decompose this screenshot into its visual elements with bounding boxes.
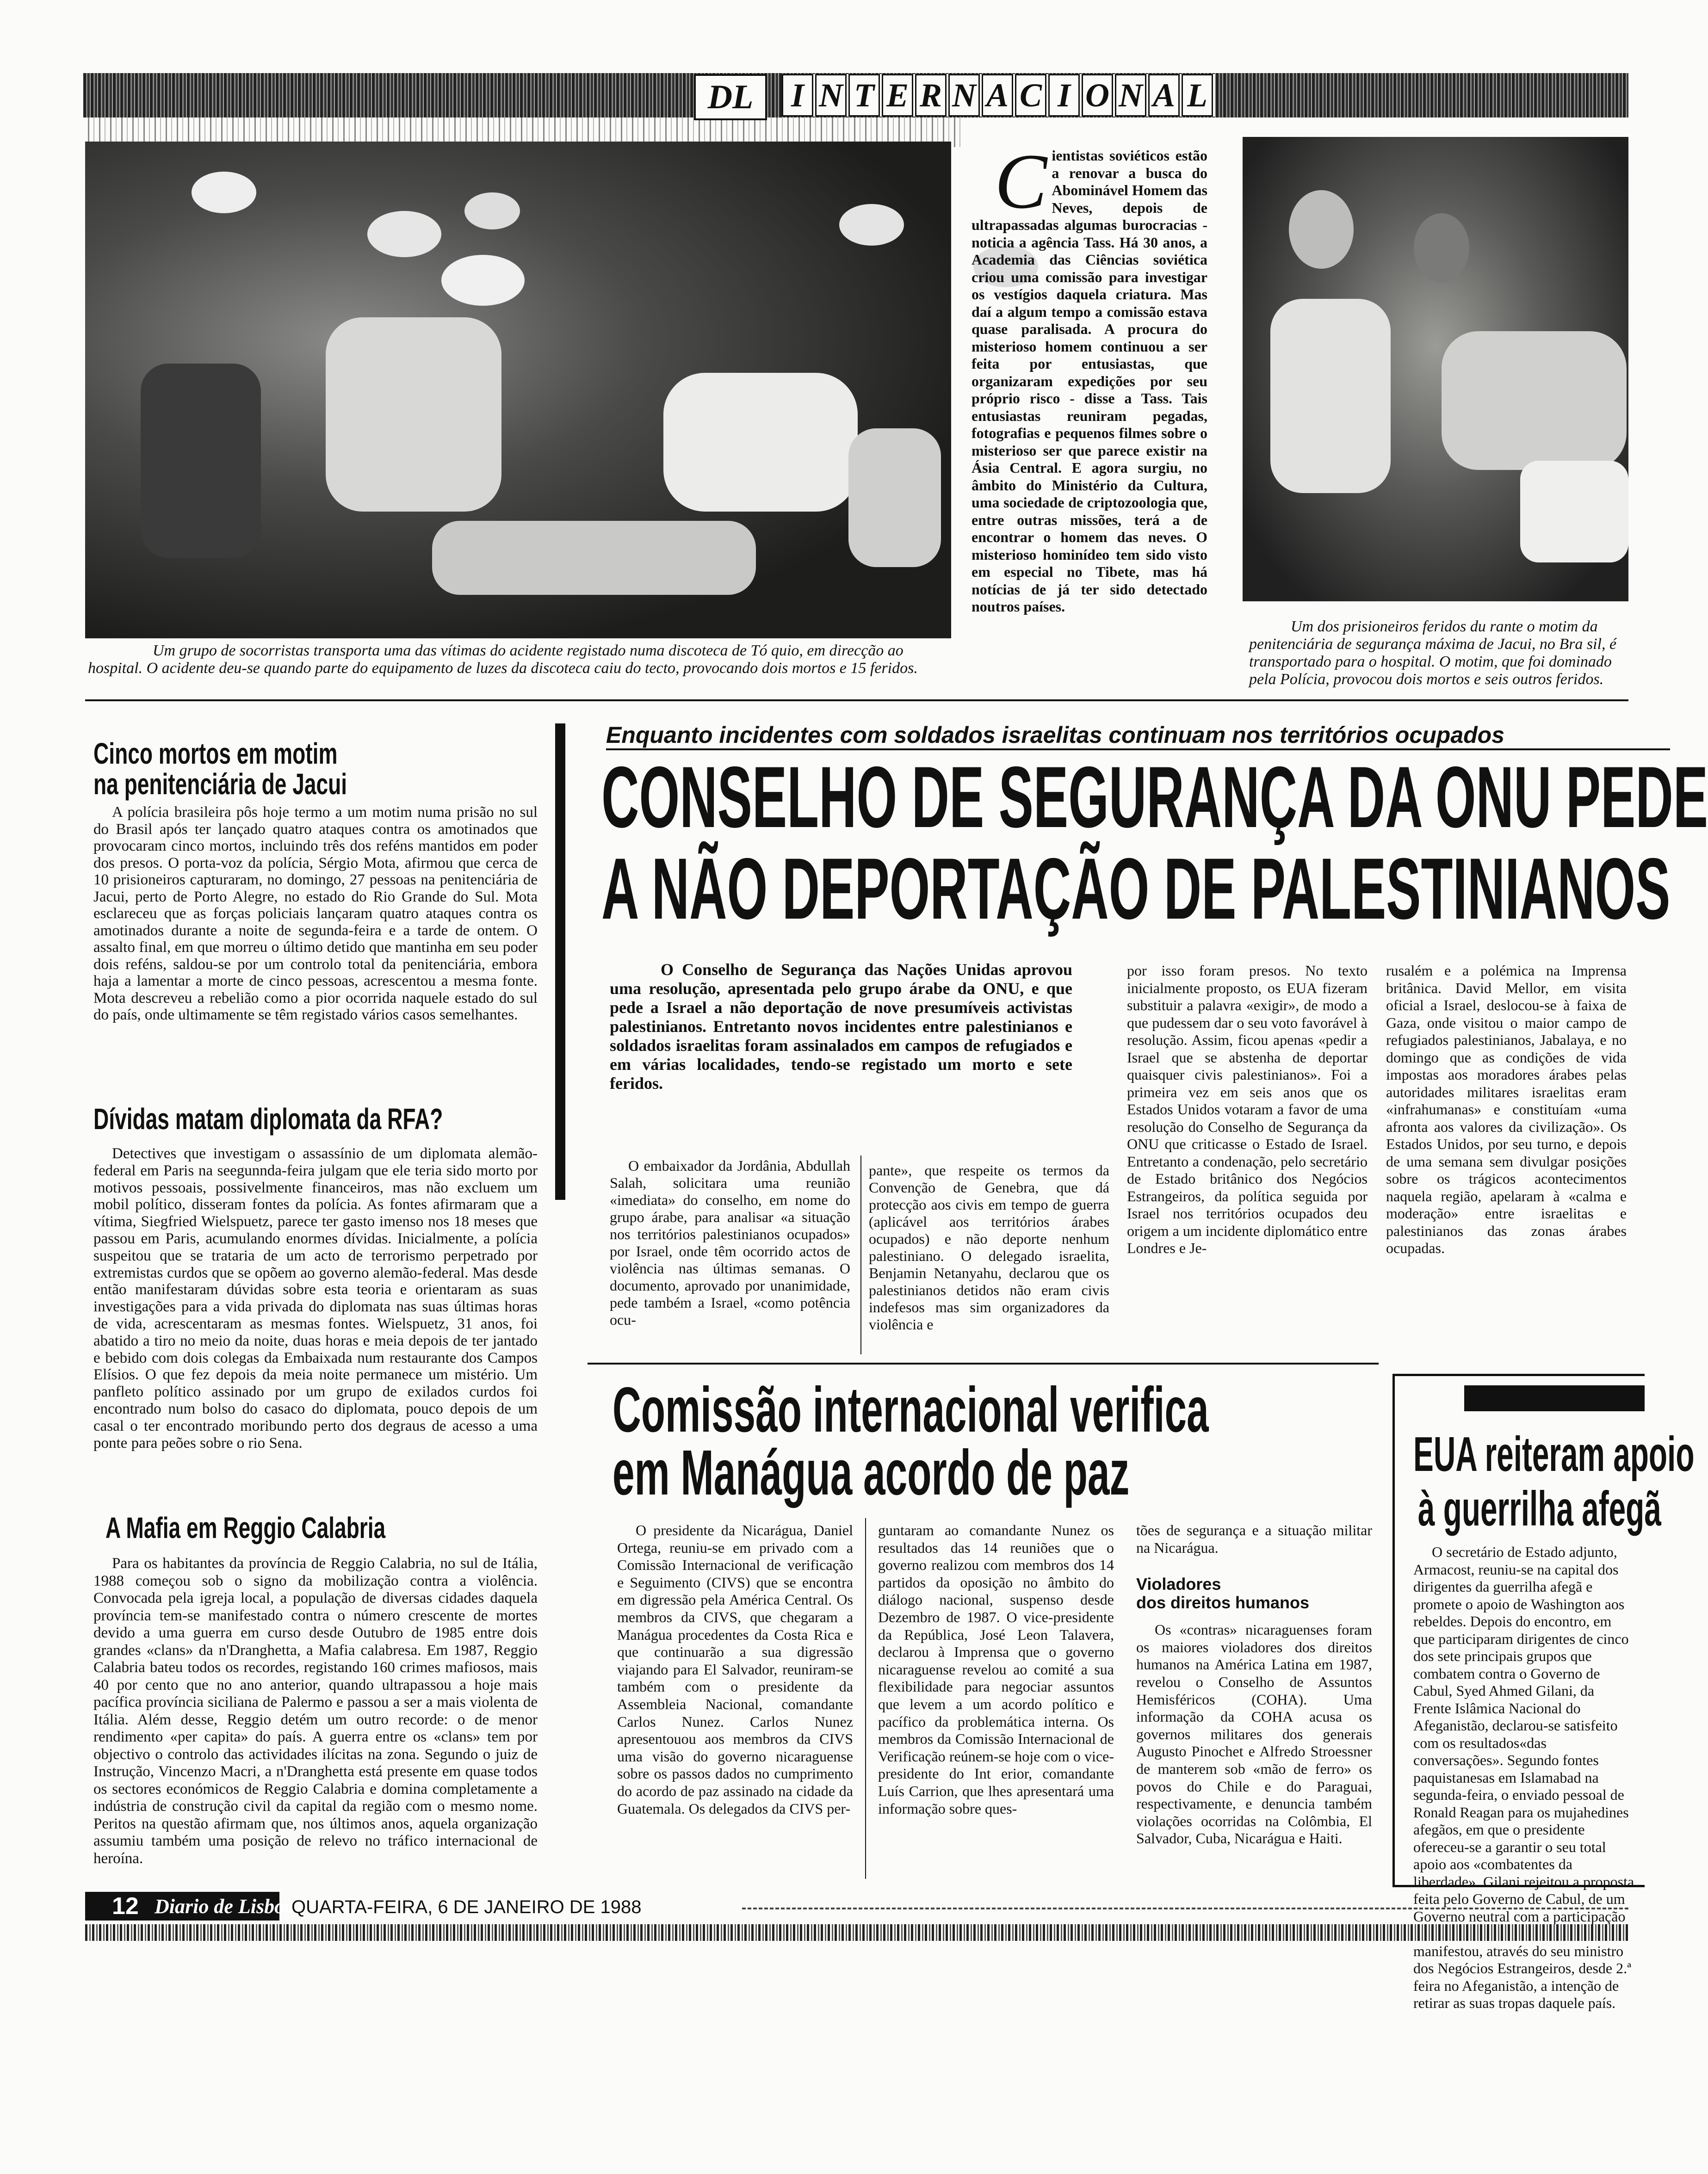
onu-col-b: pante», que respeite os termos da Convenção de Genebra, que dá protecção aos civis em tempo de guerra (aplicável aos territórios árabes ocupados) e não deporte nenhum palestiniano. O delegado israelita, Benjamin Netanyahu, declarou que os palestinianos detidos não eram civis indefesos mas sim organizadores da violência e: [869, 1162, 1109, 1333]
eua-body: O secretário de Estado adjunto, Armacost, reuniu-se na capital dos dirigentes da guerrilha afegã e promete o apoio de Washington aos rebeldes. Depois do encontro, em que participaram dirigentes de cinco dos sete principais grupos que combatem contra o Governo de Cabul, Syed Ahmed Gilani, da Frente Islâmica Nacional do Afeganistão, declarou-se satisfeito com os resultados«das conversações». Segundo fontes paquistanesas em Islamabad na segunda-feira, o enviado pessoal de Ronald Reagan para os mujahedines afegãos, em que o presidente ofereceu-se a garantir o seu total apoio aos «combatentes da liberdade». Gilani rejeitou a proposta feita pelo Governo de Cabul, de um Governo neutral com a participação manifestou, através do seu ministro dos Negócios Estrangeiros, desde 2.ª feira no Afeganistão, a intenção de retirar as suas tropas daquele país.: [1413, 1544, 1634, 2011]
photo-right-caption: Um dos prisioneiros feridos du rante o motim da penitenciária de segurança máxima de Jacui, no Bra sil, é transportado para o hospital. O motim, que foi dominado pela Polícia, provocou dois mortos e seis outros feridos.: [1249, 618, 1617, 688]
photo-left-caption: Um grupo de socorristas transporta uma das vítimas do acidente registado numa discoteca de Tó quio, em direcção ao hospital. O acidente deu-se quando parte do equipamento de luzes da discoteca caiu do tecto, provocando dois mortos e 15 feridos.: [88, 642, 918, 677]
section-letter: R: [915, 74, 947, 117]
section-letter: N: [1115, 74, 1146, 117]
section-letter: L: [1182, 74, 1213, 117]
section-letter: N: [948, 74, 980, 117]
onu-kicker: Enquanto incidentes com soldados israelitas continuam nos territórios ocupados: [606, 722, 1670, 750]
photo-jacui-prisoner: [1243, 137, 1628, 601]
dropcap: C: [995, 138, 1047, 225]
photo-illustration: [85, 142, 951, 638]
onu-col-d: rusalém e a polémica na Imprensa britânica. David Mellor, em visita oficial a Israel, deslocou-se à faixa de Gaza, onde visitou o maior campo de refugiados palestinianos, Jabalaya, e no domingo que as condições de vida impostas aos moradores árabes pelas autoridades militares israelitas eram «infrahumanas» e constituíam «uma afronta aos valores da civilização». Os Estados Unidos, por seu turno, e depois de uma semana sem divulgar posições sobre os trágicos acontecimentos naquela região, apelaram à «calma e moderação» entre israelitas e palestinianos das zonas árabes ocupadas.: [1386, 962, 1627, 1256]
footer: [85, 1892, 1628, 1938]
footer-barcode-strip: [85, 1924, 1628, 1941]
managua-headline: Comissão internacional verifica em Manágua acordo de paz: [613, 1374, 1209, 1508]
footer-dashed-rule: [742, 1908, 1628, 1909]
section-letter: T: [848, 74, 880, 117]
section-title: [782, 74, 1215, 117]
managua-col-c: Os «contras» nicaraguenses foram os maiores violadores dos direitos humanos na América Latina em 1987, revelou o Conselho de Assuntos Hemisféricos (COHA). Uma informação da COHA acusa os governos militares dos generais Augusto Pinochet e Alfredo Stroessner de manterem sob «mão de ferro» os povos do Chile e do Paraguai, respectivamente, e denuncia também violações ocorridas na Colômbia, El Salvador, Cuba, Nicarágua e Haiti.: [1136, 1621, 1372, 1847]
section-letter: A: [982, 74, 1013, 117]
managua-col-c-wrap: [1136, 1522, 1372, 1847]
mafia-body: Para os habitantes da província de Reggio Calabria, no sul de Itália, 1988 começou sob o signo da mobilização contra a violência. Convocada pela igreja local, a população de diversas cidades daquela província tem-se manifestado contra o número crescente de mortes devido a uma guerra em curso desde Outubro de 1985 entre dois grandes «clans» da n'Dranghetta, a Mafia calabresa. Em 1987, Reggio Calabria bateu todos os recordes, registando 160 crimes mafiosos, mais 40 por cento que no ano anterior, quando ultrapassou a hoje mais pacífica província siciliana de Palermo e passou a ser a mais violenta de Itália. Além desse, Reggio detém um outro recorde: o de menor rendimento «per capita» do país. A guerra entre os «clans» tem por objectivo o controlo das actividades ilícitas na zona. Segundo o juiz de Instrução, Vincenzo Macri, a n'Dranghetta está presente em quase todos os sectores económicos de Reggio Calabria e domina completamente a indústria de construção civil da capital da região com o mesmo nome. Peritos na questão afirmam que, nos últimos anos, aquela organização assumiu também uma posição de relevo no tráfico internacional de heroína.: [93, 1555, 538, 1867]
managua-col-c-top: tões de segurança e a situação militar na Nicarágua.: [1136, 1522, 1372, 1556]
eua-black-bar: [1464, 1385, 1645, 1411]
page-number-box: [85, 1892, 295, 1921]
date-line: QUARTA-FEIRA, 6 DE JANEIRO DE 1988: [291, 1897, 642, 1917]
rfa-headline: Dívidas matam diplomata da RFA?: [93, 1102, 443, 1136]
yeti-body: ientistas soviéticos estão a renovar a busca do Abominável Homem das Neves, depois de ultrapassadas algumas burocracias - noticia a agência Tass. Há 30 anos, a Academia das Ciências soviética criou uma comissão para investigar os vestígios daquela criatura. Mas daí a algum tempo a comissão estava quase paralisada. A procura do misterioso homem continuou a ser feita por entusiastas, que organizaram expedições por seu próprio risco - disse a Tass. Tais entusiastas reuniram pegadas, fotografias e pequenos filmes sobre o misterioso ser que parece existir na Ásia Central. E agora surgiu, no âmbito do Ministério da Cultura, uma sociedade de criptozoologia que, entre outras missões, terá a de encontrar o homem das neves. O misterioso hominídeo tem sido visto em especial no Tibete, mas há notícias de já ter sido detectado noutros países.: [972, 147, 1207, 615]
jacui-body: A polícia brasileira pôs hoje termo a um motim numa prisão no sul do Brasil após ter lançado quatro ataques contra os amotinados que provocaram cinco mortos, incluindo três dos reféns mantidos em poder dos presos. O porta-voz da polícia, Sérgio Mota, afirmou que cerca de 10 prisioneiros capturaram, no domingo, 27 pessoas na penitenciária de Jacui, perto de Porto Alegre, no estado do Rio Grande do Sul. Mota esclareceu que as forças policiais lançaram quatro ataques contra os amotinados durante a noite de segunda-feira e a tarde de ontem. O assalto final, em que morreu o último detido que mantinha em seu poder dois reféns, saldou-se por um controlo total da penitenciária, embora haja a lamentar a morte de cinco pessoas, acrescentou a mesma fonte. Mota descreveu a rebelião como a pior ocorrida naquele estado do sul do país, onde ultimamente se têm registado vários casos semelhantes.: [93, 804, 538, 1023]
managua-subhead: Violadores dos direitos humanos: [1136, 1575, 1310, 1612]
photo-tokyo-disco-rescue: [85, 142, 951, 638]
top-section-rule: [85, 699, 1628, 701]
section-letter: A: [1148, 74, 1180, 117]
section-letter: I: [782, 74, 813, 117]
photo-illustration: [1243, 137, 1628, 601]
managua-col-a: O presidente da Nicarágua, Daniel Ortega, reuniu-se em privado com a Comissão Internacional de verificação e Seguimento (CIVS) que se encontra em digressão pela América Central. Os membros da CIVS, que chegaram a Manágua procedentes da Costa Rica e que continuarão a sua digressão viajando para El Salvador, reuniram-se também com o presidente da Assembleia Nacional, comandante Carlos Nunez. Carlos Nunez apresentouou aos membros da CIVS uma visão do governo nicaraguense sobre os passos dados no cumprimento do acordo de paz assinado na cidade da Guatemala. Os delegados da CIVS per-: [617, 1522, 853, 1817]
section-letter: E: [882, 74, 913, 117]
paper-name: Diario de Lisboa: [155, 1895, 295, 1918]
section-letter: I: [1048, 74, 1080, 117]
paper-logo: DL: [694, 74, 767, 120]
managua-col-divider: [865, 1518, 866, 1879]
onu-lead: O Conselho de Segurança das Nações Unidas aprovou uma resolução, apresentada pelo grupo árabe da ONU, e que pede a Israel a não deportação de nove presumíveis activistas palestinianos. Entretanto novos incidentes entre palestinianos e soldados israelitas foram assinalados em campos de refugiados e em várias localidades, tendo-se registado um morto e sete feridos.: [610, 960, 1072, 1093]
managua-top-rule: [588, 1363, 1379, 1365]
jacui-headline: Cinco mortos em motim na penitenciária de Jacui: [93, 737, 347, 801]
section-letter: O: [1082, 74, 1113, 117]
onu-col-c: por isso foram presos. No texto inicialmente proposto, os EUA fizeram substituir a palavra «exigir», de modo a que pudessem dar o seu voto favorável à resolução. Assim, ficou apenas «pedir a Israel que se abstenha de deportar quaisquer civis palestinianos». Foi a primeira vez em seis anos que os Estados Unidos votaram a favor de uma resolução do Conselho de Segurança da ONU que criticasse o Estado de Israel. Entretanto a condenação, pelo secretário de Estado britânico dos Negócios Estrangeiros, da política seguida por Israel nos territórios ocupados deu origem a um incidente diplomático entre Londres e Je-: [1127, 962, 1368, 1256]
section-letter: N: [815, 74, 847, 117]
column-divider: [555, 723, 565, 1200]
page-number: 12: [112, 1893, 139, 1920]
onu-col-a: O embaixador da Jordânia, Abdullah Salah, solicitara uma reunião «imediata» do conselho, em nome do grupo árabe, para analisar «a situação nos territórios palestinianos ocupados» por Israel, onde têm ocorrido actos de violência nas últimas semanas. O documento, aprovado por unanimidade, pede também a Israel, «como potência ocu-: [610, 1157, 850, 1328]
mafia-headline: A Mafia em Reggio Calabria: [105, 1511, 386, 1544]
managua-col-b: guntaram ao comandante Nunez os resultados das 14 reuniões que o governo realizou com membros dos 14 partidos da oposição no âmbito do diálogo nacional, suspenso desde Dezembro de 1987. O vice-presidente da República, José Leon Talavera, declarou à Imprensa que o governo nicaraguense revelou ao comité a sua flexibilidade para negociar assuntos que levem a um acordo político e pacífico da problemática interna. Os membros da Comissão Internacional de Verificação reúnem-se hoje com o vice-presidente do Int erior, comandante Luís Carrion, que lhes apresentará uma informação sobre ques-: [878, 1522, 1114, 1817]
onu-headline-2: A NÃO DEPORTAÇÃO DE PALESTINIANOS: [601, 840, 1671, 937]
eua-headline: EUA reiteram apoio à guerrilha afegã: [1413, 1427, 1695, 1536]
section-letter: C: [1015, 74, 1046, 117]
onu-col-divider: [860, 1155, 861, 1354]
eua-box: [1392, 1374, 1695, 2011]
rfa-body: Detectives que investigam o assassínio de um diplomata alemão-federal em Paris na seegunnda-feira julgam que ele teria sido morto por motivos pessoais, possivelmente financeiros, mas não excluem um mobil político, disseram fontes da polícia. As fontes afirmaram que a vítima, Siegfried Wielspuetz, parece ter gasto imenso nos 18 meses que passou em Paris, acumulando enormes dívidas. Inicialmente, a polícia suspeitou que se trataria de um acto de terrorismo perpetrado por extremistas curdos que se opõem ao governo alemão-federal. Mas desde então manifestaram dúvidas sobre esta teoria e orientaram as suas investigações para a vida privada do diplomata nas suas últimas horas de vida, acrescentaram as mesmas fontes. Wielspuetz, 31 anos, foi abatido a tiro no meio da noite, duas horas e meia depois de ter jantado e bebido com dois colegas da Embaixada num restaurante dos Campos Elísios. O que fez depois da meia noite permanece um mistério. Um panfleto político assinado por um grupo de exilados curdos foi encontrado num bolso do casaco do diplomata, pouco depois de um casal o ter encontrado moribundo perto dos degraus de acesso a uma ponte para peões sobre o rio Sena.: [93, 1145, 538, 1451]
onu-headline-1: CONSELHO DE SEGURANÇA DA ONU PEDE: [601, 748, 1708, 846]
yeti-article: [972, 138, 1207, 702]
